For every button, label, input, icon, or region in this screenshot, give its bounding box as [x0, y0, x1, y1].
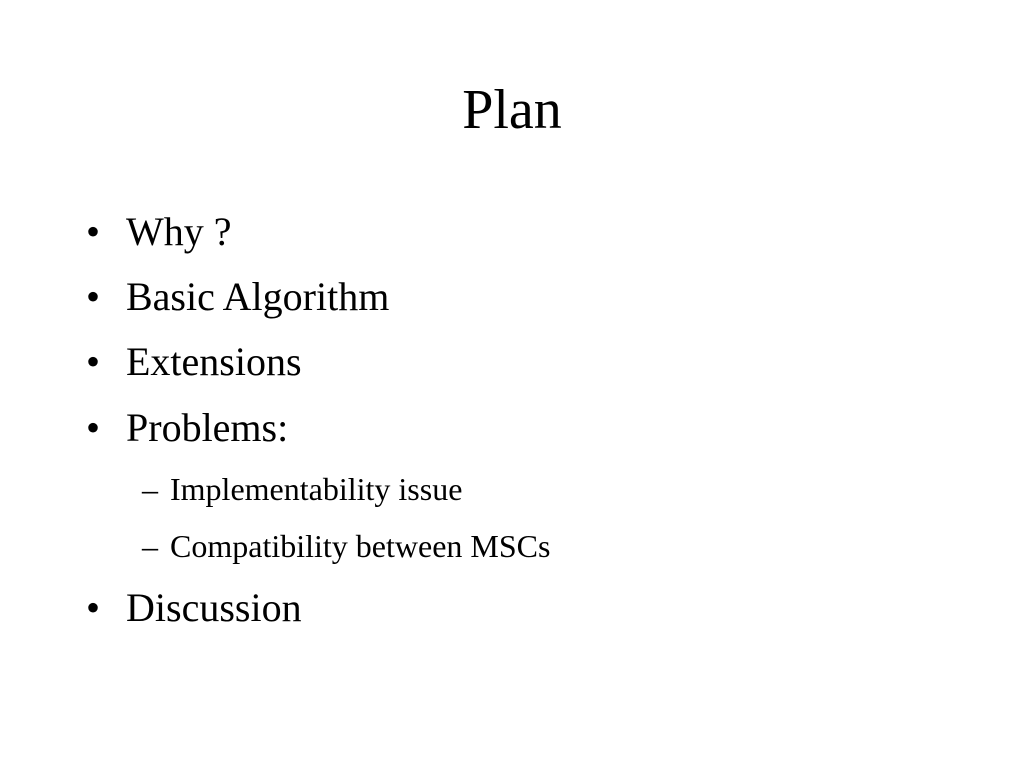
sub-bullet-text: Compatibility between MSCs: [170, 528, 551, 564]
bullet-marker: •: [86, 274, 101, 319]
sub-bullet-compatibility: [142, 527, 550, 565]
bullet-item-extensions: [86, 339, 302, 385]
bullet-text: Basic Algorithm: [126, 274, 390, 319]
sub-bullet-text: Implementability issue: [170, 471, 463, 507]
bullet-marker: •: [86, 585, 101, 630]
bullet-marker: •: [86, 339, 101, 384]
slide-title: Plan: [462, 79, 562, 141]
bullet-item-why: [86, 209, 232, 255]
sub-bullet-implementability: [142, 470, 462, 508]
bullet-text: Discussion: [126, 585, 302, 630]
bullet-marker: •: [86, 209, 101, 254]
sub-bullet-marker: –: [142, 471, 158, 507]
bullet-item-problems: [86, 405, 288, 451]
sub-bullet-marker: –: [142, 528, 158, 564]
bullet-text: Problems:: [126, 405, 289, 450]
bullet-text: Why ?: [126, 209, 232, 254]
bullet-text: Extensions: [126, 339, 302, 384]
bullet-marker: •: [86, 405, 101, 450]
bullet-item-basic-algorithm: [86, 274, 389, 320]
bullet-item-discussion: [86, 585, 302, 631]
